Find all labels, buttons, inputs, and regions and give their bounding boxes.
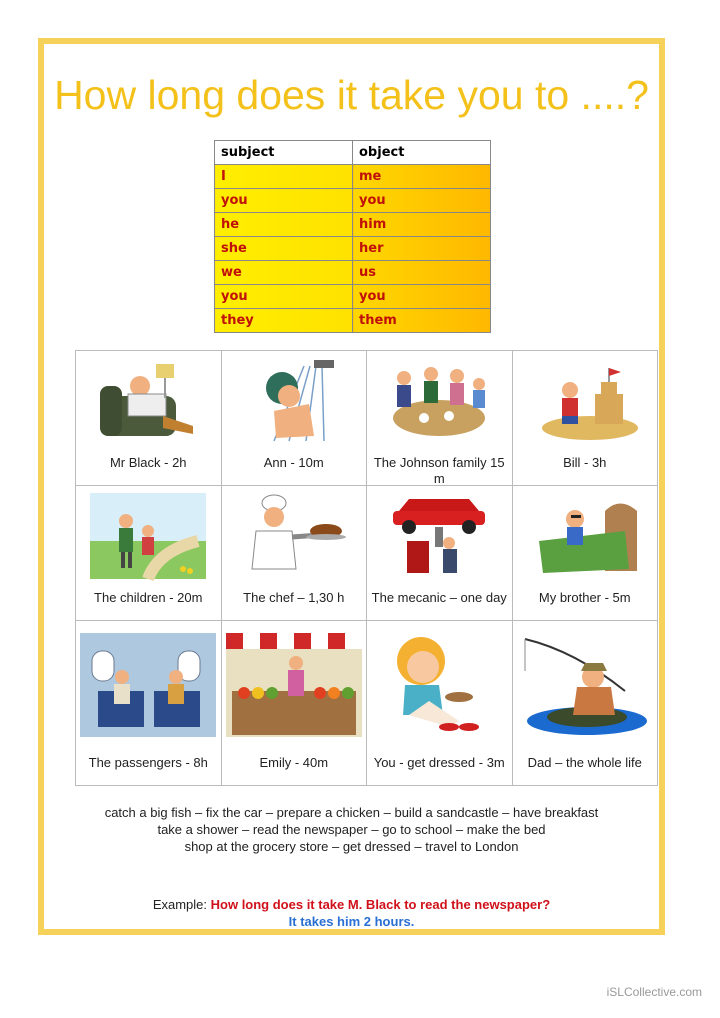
pronoun-header-row (215, 141, 491, 165)
card-caption: Mr Black - 2h (109, 455, 187, 470)
object-cell: him (353, 213, 491, 237)
activity-row (76, 486, 658, 621)
activity-card (367, 351, 513, 486)
card-caption: Ann - 10m (263, 455, 324, 470)
object-cell: you (353, 285, 491, 309)
phrases-line: catch a big fish – fix the car – prepare a chicken – build a sandcastle – have breakfast (104, 805, 599, 820)
card-caption: Dad – the whole life (527, 755, 642, 770)
card-caption: The passengers - 8h (88, 755, 208, 770)
site-watermark: iSLCollective.com (606, 985, 702, 999)
activity-card (367, 486, 513, 621)
object-cell: them (353, 309, 491, 333)
boy-sandcastle-icon (513, 351, 658, 451)
subject-cell: you (215, 189, 353, 213)
boy-bed-icon (513, 486, 658, 586)
activity-card (512, 486, 658, 621)
subject-cell: they (215, 309, 353, 333)
subject-cell: he (215, 213, 353, 237)
object-header: object (353, 141, 491, 165)
activity-card (221, 486, 367, 621)
girl-dressing-icon (367, 621, 512, 751)
phrases-line: shop at the grocery store – get dressed – travel to London (184, 839, 519, 854)
pronoun-row (215, 213, 491, 237)
card-caption: Bill - 3h (563, 455, 607, 470)
man-fishing-icon (513, 621, 658, 751)
children-school-icon (76, 486, 221, 586)
object-cell: me (353, 165, 491, 189)
activity-grid (75, 350, 658, 786)
activity-card (221, 351, 367, 486)
card-caption: The mecanic – one day (371, 590, 507, 605)
activity-card (512, 621, 658, 786)
airplane-passengers-icon (76, 621, 221, 751)
pronoun-row (215, 165, 491, 189)
grocery-store-icon (222, 621, 367, 751)
subject-header: subject (215, 141, 353, 165)
object-cell: her (353, 237, 491, 261)
worksheet-frame (38, 38, 665, 935)
chef-chicken-icon (222, 486, 367, 586)
phrases-line: take a shower – read the newspaper – go to school – make the bed (157, 822, 546, 837)
subject-cell: we (215, 261, 353, 285)
card-caption: My brother - 5m (538, 590, 631, 605)
activity-phrases (44, 804, 659, 855)
example-answer: It takes him 2 hours. (288, 914, 415, 929)
pronoun-table (214, 140, 491, 333)
pronoun-row (215, 285, 491, 309)
card-caption: Emily - 40m (259, 755, 329, 770)
activity-card (221, 621, 367, 786)
card-caption: The chef – 1,30 h (243, 590, 345, 605)
pronoun-row (215, 237, 491, 261)
subject-cell: you (215, 285, 353, 309)
pronoun-row (215, 189, 491, 213)
activity-row (76, 351, 658, 486)
activity-card (76, 486, 222, 621)
object-cell: you (353, 189, 491, 213)
pronoun-row (215, 309, 491, 333)
family-breakfast-icon (367, 351, 512, 451)
worksheet-title: How long does it take you to ....? (54, 72, 649, 118)
subject-cell: I (215, 165, 353, 189)
activity-card (76, 621, 222, 786)
pronoun-row (215, 261, 491, 285)
object-cell: us (353, 261, 491, 285)
activity-row (76, 621, 658, 786)
man-reading-newspaper-icon (76, 351, 221, 451)
woman-shower-icon (222, 351, 367, 451)
example-block (44, 896, 659, 930)
subject-cell: she (215, 237, 353, 261)
example-label: Example: (152, 897, 211, 912)
card-caption: The children - 20m (94, 590, 203, 605)
activity-card (512, 351, 658, 486)
activity-card (76, 351, 222, 486)
mechanic-car-icon (367, 486, 512, 586)
example-question: How long does it take M. Black to read the newspaper? (210, 897, 551, 912)
card-caption: The Johnson family 15 m (373, 455, 505, 486)
card-caption: You - get dressed - 3m (373, 755, 505, 770)
activity-card (367, 621, 513, 786)
